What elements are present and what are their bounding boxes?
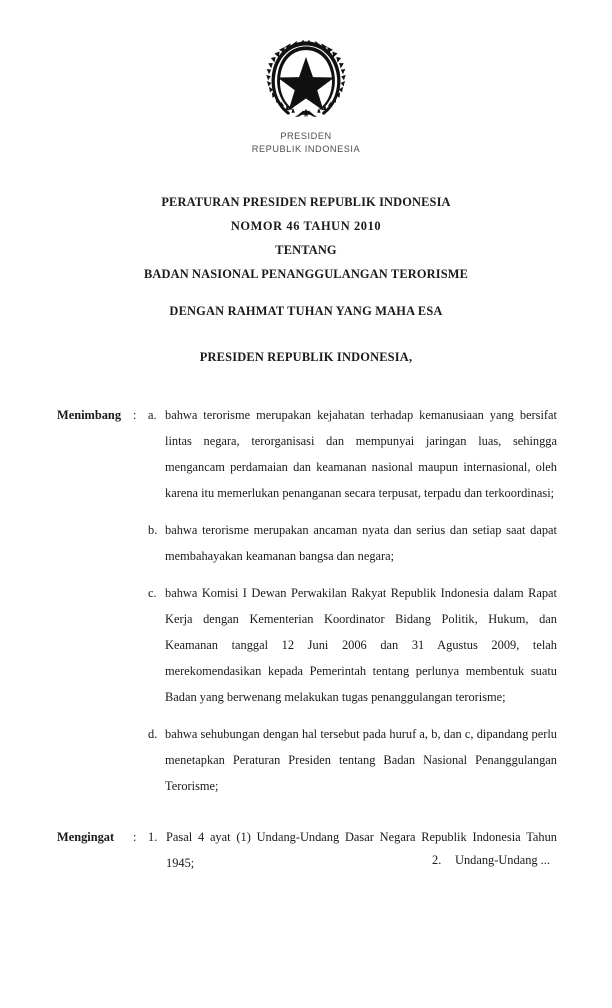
mengingat-colon: : (133, 830, 137, 844)
list-item (148, 402, 557, 506)
letterhead-line-presiden: PRESIDEN (280, 131, 332, 141)
footer-continuation (0, 850, 612, 870)
document-title-block (0, 190, 612, 286)
footer-continuation-text: Undang-Undang ... (455, 853, 550, 867)
item-text-b: bahwa terorisme merupakan ancaman nyata dan serius dan setiap saat dapat membahayakan keamanan bangsa dan negara; (165, 523, 557, 563)
subtitle-line-rahmat-tuhan: DENGAN RAHMAT TUHAN YANG MAHA ESA (169, 304, 443, 318)
list-item (148, 721, 557, 799)
item-text-d: bahwa sehubungan dengan hal tersebut pada huruf a, b, dan c, dipandang perlu menetapkan Peraturan Presiden tentang Badan Nasional Penanggulangan Terorisme; (165, 727, 557, 793)
garuda-star-wreath-emblem (264, 38, 348, 122)
clause-section-spacer (57, 810, 557, 824)
clause-row-menimbang (57, 402, 557, 810)
document-subtitle-block (0, 300, 612, 368)
title-line-nomor: NOMOR 46 TAHUN 2010 (230, 219, 382, 233)
mengingat-label: Mengingat (57, 830, 115, 844)
subtitle-spacer (0, 322, 612, 346)
menimbang-colon: : (133, 408, 137, 422)
item-marker-1: 1. (148, 830, 158, 844)
menimbang-items (148, 402, 557, 810)
title-line-peraturan: PERATURAN PRESIDEN REPUBLIK INDONESIA (161, 195, 451, 209)
item-marker-a: a. (148, 408, 157, 422)
title-line-tentang: TENTANG (275, 243, 337, 257)
item-text-a: bahwa terorisme merupakan kejahatan terhadap kemanusiaan yang bersifat lintas negara, terorganisasi dan mempunyai jaringan luas, sehingga mengancam perdamaian dan keamanan nasional maupun internasional, oleh karena itu memerlukan penanganan secara terpusat, terpadu dan terkoordinasi; (165, 408, 557, 500)
list-item (148, 580, 557, 710)
item-text-1: Pasal 4 ayat (1) Undang-Undang Dasar Negara Republik Indonesia Tahun 1945; (166, 830, 557, 870)
letterhead-line-republik-indonesia: REPUBLIK INDONESIA (251, 143, 361, 154)
item-text-c: bahwa Komisi I Dewan Perwakilan Rakyat Republik Indonesia dalam Rapat Kerja dengan Kementerian Koordinator Bidang Politik, Hukum, dan Keamanan tanggal 12 Juni 2006 dan 31 Agustus 2009, telah merekomendasikan kepada Pemerintah tentang perlunya membentuk suatu Badan yang berwenang melakukan tugas penanggulangan terorisme; (165, 586, 557, 704)
footer-continuation-marker: 2. (432, 853, 442, 867)
menimbang-label: Menimbang (57, 408, 122, 422)
letterhead (0, 38, 612, 155)
item-marker-b: b. (148, 523, 158, 537)
letterhead-text (0, 130, 612, 155)
title-line-subject: BADAN NASIONAL PENANGGULANGAN TERORISME (143, 267, 469, 281)
clause-group-menimbang (57, 402, 557, 810)
subtitle-line-presiden-ri: PRESIDEN REPUBLIK INDONESIA, (199, 350, 413, 364)
clauses-section (57, 402, 557, 887)
item-marker-d: d. (148, 727, 158, 741)
item-marker-c: c. (148, 586, 157, 600)
list-item (148, 517, 557, 569)
